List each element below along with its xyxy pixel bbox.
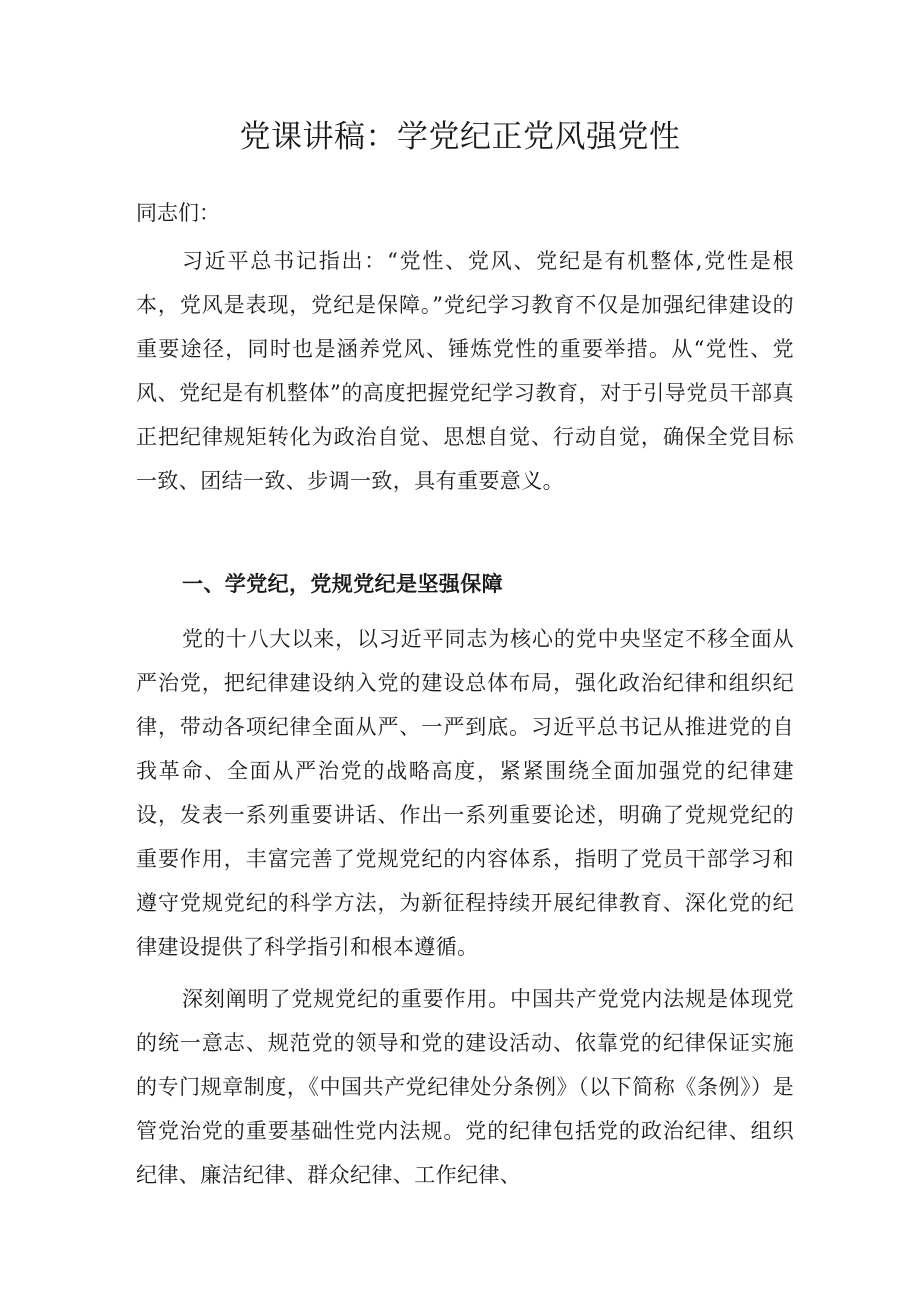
paragraph-intro: 习近平总书记指出：“党性、党风、党纪是有机整体,党性是根本，党风是表现，党纪是保障。”党纪学习教育不仅是加强纪律建设的重要途径，同时也是涵养党风、锤炼党性的重要举措。从“党性、党风、党纪是有机整体”的高度把握党纪学习教育，对于引导党员干部真正把纪律规矩转化为政治自觉、思想自觉、行动自觉，确保全党目标一致、团结一致、步调一致，具有重要意义。 xyxy=(136,249,794,493)
paragraph-section-1: 党的十八大以来，以习近平同志为核心的党中央坚定不移全面从严治党，把纪律建设纳入党的建设总体布局，强化政治纪律和组织纪律，带动各项纪律全面从严、一严到底。习近平总书记从推进党的自我革命、全面从严治党的战略高度，紧紧围绕全面加强党的纪律建设，发表一系列重要讲话、作出一系列重要论述，明确了党规党纪的重要作用，丰富完善了党规党纪的内容体系，指明了党员干部学习和遵守党规党纪的科学方法，为新征程持续开展纪律教育、深化党的纪律建设提供了科学指引和根本遵循。 xyxy=(136,627,794,959)
section-heading: 一、学党纪，党规党纪是坚强保障 xyxy=(182,571,503,596)
paragraph-section-2: 深刻阐明了党规党纪的重要作用。中国共产党党内法规是体现党的统一意志、规范党的领导和党的建设活动、依靠党的纪律保证实施的专门规章制度，《中国共产党纪律处分条例》（以下简称《条例》）是管党治党的重要基础性党内法规。党的纪律包括党的政治纪律、组织纪律、廉洁纪律、群众纪律、工作纪律、 xyxy=(136,987,794,1187)
document-title: 党课讲稿：学党纪正党风强党性 xyxy=(239,119,681,155)
greeting: 同志们： xyxy=(136,201,220,225)
